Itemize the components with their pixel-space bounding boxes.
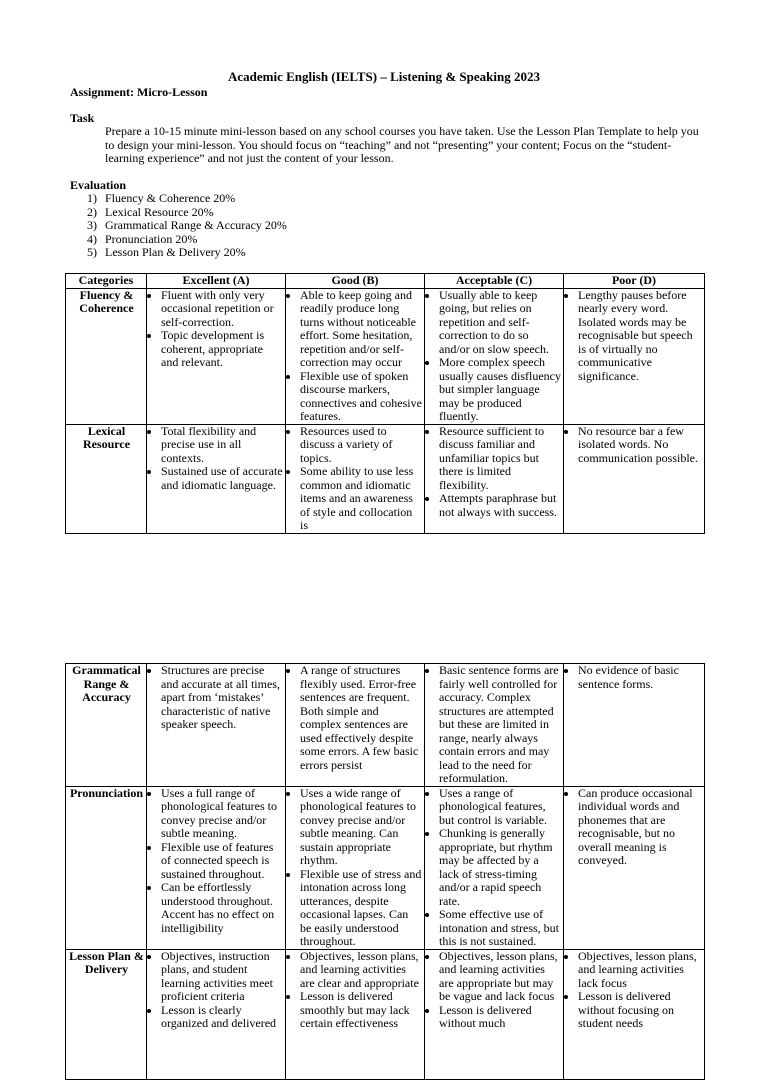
criteria-cell xyxy=(147,664,286,787)
criterion-point: • Objectives, instruction plans, and student learning activities meet proficient criteria xyxy=(161,950,283,1004)
criterion-point: • Can produce occasional individual words and phonemes that are recognisable, but no overall meaning is conveyed. xyxy=(578,787,702,868)
criteria-cell xyxy=(147,288,286,424)
criteria-cell xyxy=(286,786,425,949)
criterion-point: • No resource bar a few isolated words. No communication possible. xyxy=(578,425,702,466)
criteria-cell xyxy=(147,949,286,1079)
criterion-point: • Able to keep going and readily produce long turns without noticeable effort. Some hesitation, repetition and/or self-correction may occur xyxy=(300,289,422,370)
category-cell: Fluency & Coherence xyxy=(66,288,147,424)
criterion-point: • Lengthy pauses before nearly every word. Isolated words may be recognisable but speech is of virtually no communicative significance. xyxy=(578,289,702,384)
criteria-cell xyxy=(564,664,705,787)
criterion-point: • Fluent with only very occasional repetition or self-correction. xyxy=(161,289,283,330)
criteria-cell xyxy=(147,424,286,533)
criterion-point: • Structures are precise and accurate at all times, apart from ‘mistakes’ characteristic of native speaker speech. xyxy=(161,664,283,732)
rubric-row xyxy=(66,949,705,1079)
evaluation-list xyxy=(87,192,287,260)
criterion-point: • Topic development is coherent, appropriate and relevant. xyxy=(161,329,283,370)
rubric-table-part-2 xyxy=(65,663,705,1080)
criterion-point: • Some effective use of intonation and stress, but this is not sustained. xyxy=(439,908,561,949)
evaluation-item: 2) Lexical Resource 20% xyxy=(87,204,214,219)
category-cell: Lexical Resource xyxy=(66,424,147,533)
criteria-cell xyxy=(425,949,564,1079)
criterion-point: • Can be effortlessly understood throughout. Accent has no effect on intelligibility xyxy=(161,881,283,935)
evaluation-item: 5) Lesson Plan & Delivery 20% xyxy=(87,245,246,259)
evaluation-heading: Evaluation xyxy=(70,178,127,192)
header-poor: Poor (D) xyxy=(564,274,705,289)
evaluation-item: 3) Grammatical Range & Accuracy 20% xyxy=(87,218,287,232)
rubric-row xyxy=(66,424,705,533)
criteria-cell xyxy=(425,786,564,949)
criterion-point: • Chunking is generally appropriate, but rhythm may be affected by a lack of stress-timing and/or a rapid speech rate. xyxy=(439,827,561,908)
rubric-header-row xyxy=(66,274,705,289)
criterion-point: • Attempts paraphrase but not always with success. xyxy=(439,492,561,519)
criteria-cell xyxy=(147,786,286,949)
header-acceptable: Acceptable (C) xyxy=(425,274,564,289)
criterion-point: • Uses a full range of phonological features to convey precise and/or subtle meaning. xyxy=(161,787,283,841)
rubric-row xyxy=(66,288,705,424)
evaluation-item: 4) Pronunciation 20% xyxy=(87,231,198,246)
criteria-cell xyxy=(286,424,425,533)
criterion-point: • Basic sentence forms are fairly well controlled for accuracy. Complex structures are attempted but these are limited in range, nearly always contain errors and may lead to the need for reformulation. xyxy=(439,664,561,786)
criteria-cell xyxy=(286,949,425,1079)
criterion-point: • Resource sufficient to discuss familiar and unfamiliar topics but there is limited flexibility. xyxy=(439,425,561,493)
criterion-point: • Uses a range of phonological features, but control is variable. xyxy=(439,787,561,828)
criterion-point: • A range of structures flexibly used. Error-free sentences are frequent. Both simple and complex sentences are used effectively despite some errors. A few basic errors persist xyxy=(300,664,422,772)
category-cell: Pronunciation xyxy=(66,786,147,949)
criterion-point: • Flexible use of stress and intonation across long utterances, despite occasional lapses. Can be easily understood throughout. xyxy=(300,868,422,949)
evaluation-item: 1) Fluency & Coherence 20% xyxy=(87,191,236,205)
rubric-row xyxy=(66,664,705,787)
criteria-cell xyxy=(564,288,705,424)
document-title: Academic English (IELTS) – Listening & Speaking 2023 xyxy=(228,69,540,84)
criterion-point: • Lesson is delivered without focusing on student needs xyxy=(578,990,702,1031)
header-excellent: Excellent (A) xyxy=(147,274,286,289)
criterion-point: • Flexible use of features of connected speech is sustained throughout. xyxy=(161,841,283,882)
criteria-cell xyxy=(286,664,425,787)
header-good: Good (B) xyxy=(286,274,425,289)
criteria-cell xyxy=(425,424,564,533)
criterion-point: • Lesson is delivered smoothly but may lack certain effectiveness xyxy=(300,990,422,1031)
criterion-point: • Lesson is clearly organized and delivered xyxy=(161,1004,283,1031)
criterion-point: • Objectives, lesson plans, and learning activities are clear and appropriate xyxy=(300,950,422,991)
rubric-table-part-1 xyxy=(65,273,705,534)
criteria-cell xyxy=(564,949,705,1079)
criterion-point: • Lesson is delivered without much xyxy=(439,1004,561,1031)
criterion-point: • Objectives, lesson plans, and learning activities are appropriate but may be vague and lack focus xyxy=(439,950,561,1004)
category-cell: Grammatical Range & Accuracy xyxy=(66,664,147,787)
criterion-point: • Flexible use of spoken discourse markers, connectives and cohesive features. xyxy=(300,370,422,424)
criterion-point: • Usually able to keep going, but relies on repetition and self-correction to do so and/or on slow speech. xyxy=(439,289,561,357)
criteria-cell xyxy=(286,288,425,424)
criterion-point: • Uses a wide range of phonological features to convey precise and/or subtle meaning. Can sustain appropriate rhythm. xyxy=(300,787,422,868)
criteria-cell xyxy=(564,424,705,533)
criterion-point: • Resources used to discuss a variety of topics. xyxy=(300,425,422,466)
task-description: Prepare a 10-15 minute mini-lesson based on any school courses you have taken. Use the Lesson Plan Template to help you to design your mini-lesson. You should focus on “teaching” and not “presenting” your content; Focus on the “student-learning experience” and not just the content of your lesson. xyxy=(105,124,699,165)
criterion-point: • Objectives, lesson plans, and learning activities lack focus xyxy=(578,950,702,991)
criterion-point: • More complex speech usually causes disfluency but simpler language may be produced fluently. xyxy=(439,356,561,424)
criteria-cell xyxy=(425,288,564,424)
header-categories: Categories xyxy=(66,274,147,289)
criteria-cell xyxy=(564,786,705,949)
assignment-label: Assignment: Micro-Lesson xyxy=(70,85,208,99)
rubric-row xyxy=(66,786,705,949)
criterion-point: • Some ability to use less common and idiomatic items and an awareness of style and collocation is xyxy=(300,465,422,533)
task-heading: Task xyxy=(70,111,95,125)
criterion-point: • No evidence of basic sentence forms. xyxy=(578,664,702,691)
criteria-cell xyxy=(425,664,564,787)
criterion-point: • Sustained use of accurate and idiomatic language. xyxy=(161,465,283,492)
criterion-point: • Total flexibility and precise use in all contexts. xyxy=(161,425,283,466)
category-cell: Lesson Plan & Delivery xyxy=(66,949,147,1079)
